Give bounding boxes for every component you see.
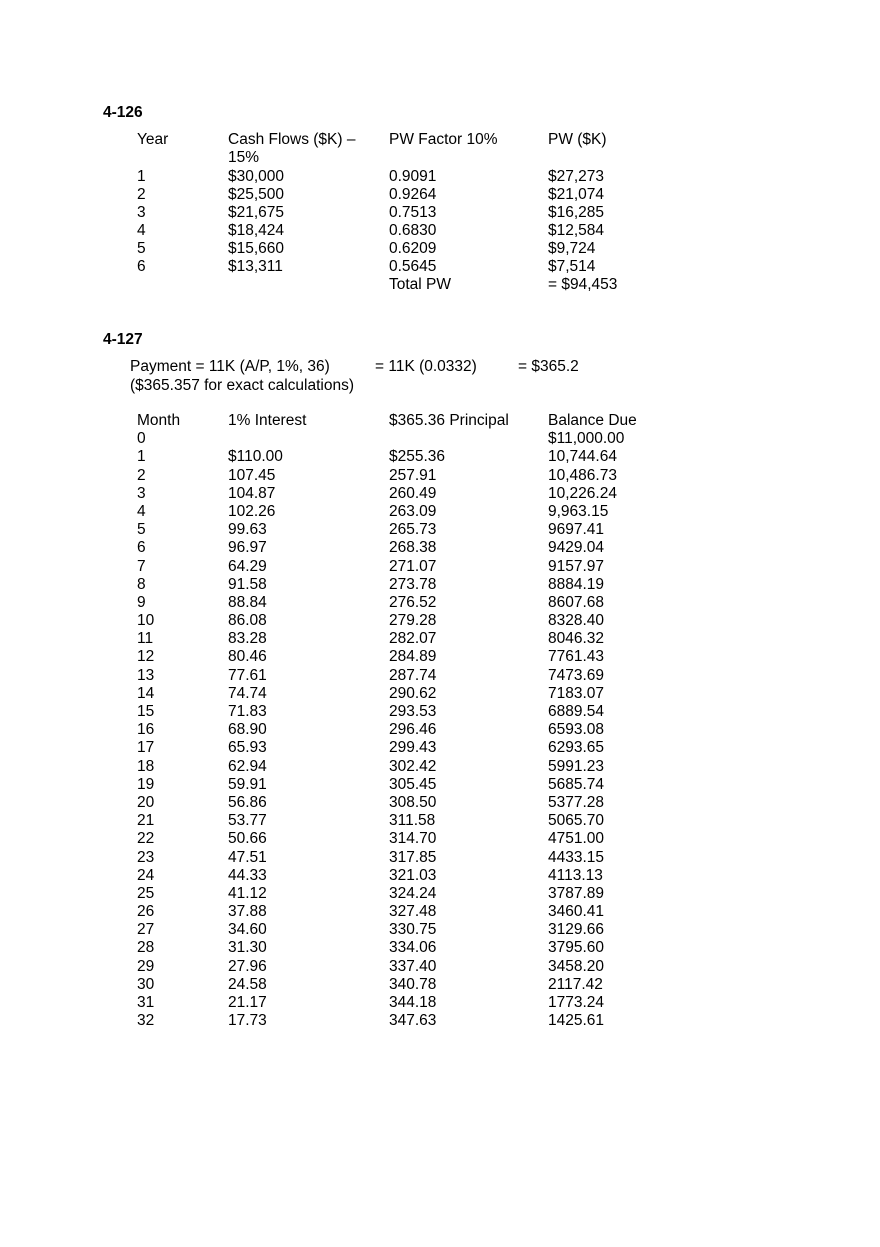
column-header-balance: Balance Due [548,412,637,429]
cell-balance: 10,486.73 [548,466,617,484]
table-row [137,739,637,757]
cell-interest: 31.30 [228,939,267,957]
cell-principal: 344.18 [389,994,437,1011]
cell-balance: 8328.40 [548,612,605,630]
cell-interest: 62.94 [228,757,267,775]
cell-principal: 290.62 [389,684,437,702]
cell-pw: $21,074 [548,186,605,203]
column-header-cash-flows [228,131,389,168]
table-row [137,630,637,648]
table-row [137,794,637,812]
cell-pw-factor: 0.9264 [389,186,437,203]
table-row [137,558,637,576]
cell-principal: 287.74 [389,666,437,684]
problem-127-heading: 4-127 [103,331,143,348]
cell-balance: 3460.41 [548,903,605,921]
cell-month: 24 [137,866,155,884]
cell-interest: 71.83 [228,703,267,720]
cell-month: 26 [137,903,155,921]
table-row [137,667,637,685]
cell-interest: 104.87 [228,484,276,502]
cell-balance: 10,226.24 [548,484,617,502]
cell-principal: 327.48 [389,903,437,921]
cell-balance: 7761.43 [548,648,605,666]
cell-balance: 5991.23 [548,757,605,775]
cell-month: 15 [137,703,155,720]
table-row [137,430,637,448]
cell-principal: 279.28 [389,612,437,630]
cell-interest: 59.91 [228,775,267,793]
cell-balance: 7473.69 [548,666,605,684]
cell-interest [228,430,389,448]
cell-principal: 317.85 [389,848,437,866]
cell-principal: 347.63 [389,1012,437,1030]
cell-month: 20 [137,793,155,811]
cell-balance: 6293.65 [548,739,605,757]
table-row [137,812,637,830]
cell-month: 13 [137,666,155,684]
cell-balance: 9157.97 [548,557,605,575]
column-header-pw-factor: PW Factor 10% [389,131,498,148]
cell-year: 1 [137,168,146,185]
cell-pw-factor: 0.7513 [389,204,437,221]
table-row [137,703,637,721]
table-row [137,576,637,594]
table-row [137,258,617,276]
cell-principal: 311.58 [389,812,436,830]
cell-month: 0 [137,430,146,448]
table-row [137,921,637,939]
cell-principal: 308.50 [389,793,437,811]
cell-balance: 9,963.15 [548,502,609,520]
cell-principal: 276.52 [389,593,437,611]
total-empty-1 [137,276,228,294]
table-row [137,204,617,222]
cell-principal: 268.38 [389,539,437,557]
cell-interest: 107.45 [228,466,276,484]
cell-balance: 1425.61 [548,1012,605,1030]
total-empty-2 [228,276,389,294]
cell-balance: 5685.74 [548,775,605,793]
cell-principal: 321.03 [389,866,437,884]
cell-interest: 74.74 [228,684,267,702]
cell-interest: 56.86 [228,793,267,811]
cell-balance: 10,744.64 [548,448,617,466]
cell-principal: 282.07 [389,630,437,648]
cell-interest: 96.97 [228,539,267,557]
table-row [137,776,637,794]
column-header-month: Month [137,412,181,429]
cell-interest: 21.17 [228,994,267,1011]
cell-pw-factor: 0.9091 [389,168,437,185]
cell-month: 2 [137,466,146,484]
cell-principal: 330.75 [389,921,437,939]
cell-interest: 34.60 [228,921,267,939]
cell-interest: 91.58 [228,575,267,593]
cell-month: 31 [137,994,155,1011]
cell-interest: 24.58 [228,975,267,993]
cell-interest: 53.77 [228,812,267,830]
cell-interest: 86.08 [228,612,267,630]
cell-month: 25 [137,884,155,902]
cell-year: 6 [137,258,146,275]
table-row [137,222,617,240]
table-header-row [137,412,637,430]
table-row [137,612,637,630]
cell-month: 17 [137,739,155,757]
cell-balance: 5065.70 [548,812,605,830]
cell-principal: 334.06 [389,939,437,957]
cell-balance: 7183.07 [548,684,605,702]
cell-interest: 88.84 [228,593,267,611]
cell-principal [389,430,548,448]
table-row [137,685,637,703]
cell-month: 30 [137,975,155,993]
cell-interest: 64.29 [228,557,267,575]
table-row [137,903,637,921]
cell-balance: $11,000.00 [548,430,625,448]
cell-interest: 80.46 [228,648,267,666]
cell-balance: 3129.66 [548,921,605,939]
cell-month: 9 [137,593,146,611]
cell-month: 28 [137,939,155,957]
cell-pw: $12,584 [548,222,605,239]
cell-balance: 9429.04 [548,539,605,557]
cell-interest: 83.28 [228,630,267,648]
cell-month: 1 [137,448,146,466]
cell-balance: 3458.20 [548,957,605,975]
cell-principal: 324.24 [389,884,437,902]
cell-principal: 265.73 [389,521,437,539]
table-row [137,758,637,776]
cell-cash-flow: $30,000 [228,168,285,185]
cell-month: 23 [137,848,155,866]
cell-cash-flow: $15,660 [228,240,285,257]
cell-year: 3 [137,204,146,221]
table-row [137,594,637,612]
cell-principal: 260.49 [389,484,437,502]
column-header-pw: PW ($K) [548,131,607,148]
cell-interest: 44.33 [228,866,267,884]
cell-month: 32 [137,1012,155,1030]
payment-formula-result: = $365.2 [518,358,579,375]
cell-month: 10 [137,612,155,630]
cell-year: 2 [137,186,146,203]
cell-balance: 4751.00 [548,830,605,848]
cell-month: 8 [137,575,146,593]
cell-month: 5 [137,521,146,539]
table-row [137,994,637,1012]
cell-balance: 9697.41 [548,521,605,539]
table-row [137,448,637,466]
cell-principal: 314.70 [389,830,437,848]
cell-month: 11 [137,630,154,648]
cell-interest: 77.61 [228,666,267,684]
cell-pw-factor: 0.6830 [389,222,437,239]
table-row [137,885,637,903]
table-row [137,939,637,957]
cell-principal: 305.45 [389,775,437,793]
cell-principal: 296.46 [389,721,437,739]
cell-month: 22 [137,830,155,848]
cell-month: 3 [137,484,146,502]
table-row [137,721,637,739]
table-row [137,467,637,485]
cell-interest: 41.12 [228,884,267,902]
cell-interest: 17.73 [228,1012,267,1030]
cell-month: 19 [137,775,155,793]
table-row [137,485,637,503]
cell-balance: 5377.28 [548,793,605,811]
cell-month: 29 [137,957,155,975]
cell-month: 16 [137,721,155,739]
table-row [137,240,617,258]
payment-formula-part1: Payment = 11K (A/P, 1%, 36) [130,358,330,375]
cell-interest: 50.66 [228,830,267,848]
problem-126-heading: 4-126 [103,104,143,121]
cell-cash-flow: $25,500 [228,186,285,203]
cell-pw-factor: 0.5645 [389,258,437,275]
payment-formula-part2: = 11K (0.0332) [375,358,477,375]
cell-balance: 2117.42 [548,975,603,993]
amortization-table [137,412,637,1030]
cell-balance: 6593.08 [548,721,605,739]
table-row [137,168,617,186]
cell-principal: 257.91 [389,466,437,484]
cell-interest: 47.51 [228,848,267,866]
cell-principal: 271.07 [389,557,437,575]
cell-pw: $27,273 [548,168,605,185]
cell-pw: $9,724 [548,240,596,257]
total-row [137,276,617,294]
cell-interest: 65.93 [228,739,267,757]
cell-year: 4 [137,222,146,239]
cell-principal: 284.89 [389,648,437,666]
cell-cash-flow: $13,311 [228,258,283,275]
table-row [137,830,637,848]
cell-principal: 273.78 [389,575,437,593]
total-pw-label: Total PW [389,276,452,293]
cell-principal: $255.36 [389,448,446,466]
cell-cash-flow: $21,675 [228,204,285,221]
column-header-interest: 1% Interest [228,412,307,429]
cell-principal: 299.43 [389,739,437,757]
cell-month: 18 [137,757,155,775]
table-row [137,539,637,557]
cell-interest: 27.96 [228,957,267,975]
cell-month: 4 [137,502,146,520]
cell-balance: 8884.19 [548,575,605,593]
table-row [137,648,637,666]
cell-principal: 302.42 [389,757,437,775]
table-row [137,521,637,539]
cell-pw-factor: 0.6209 [389,240,437,257]
table-header-row [137,131,617,168]
cell-interest: $110.00 [228,448,283,466]
cell-principal: 337.40 [389,957,437,975]
cell-balance: 1773.24 [548,994,605,1011]
problem-126-table [137,131,617,294]
cell-month: 7 [137,557,146,575]
cell-month: 6 [137,539,146,557]
cell-pw: $16,285 [548,204,605,221]
table-row [137,186,617,204]
cell-interest: 68.90 [228,721,267,739]
cell-balance: 4113.13 [548,866,603,884]
cell-month: 14 [137,684,155,702]
cell-balance: 8607.68 [548,593,605,611]
column-header-year: Year [137,131,169,148]
cell-interest: 99.63 [228,521,267,539]
cell-pw: $7,514 [548,258,596,275]
cell-balance: 3787.89 [548,884,605,902]
cell-principal: 263.09 [389,502,437,520]
cell-month: 21 [137,812,155,830]
column-header-principal: $365.36 Principal [389,412,509,429]
cell-interest: 102.26 [228,502,276,520]
cell-balance: 6889.54 [548,703,605,720]
cash-flows-header-text: Cash Flows ($K) – 15% [228,131,356,166]
table-row [137,976,637,994]
table-row [137,503,637,521]
table-row [137,849,637,867]
cell-balance: 3795.60 [548,939,605,957]
cell-balance: 4433.15 [548,848,605,866]
cell-month: 27 [137,921,155,939]
cell-principal: 293.53 [389,703,437,720]
payment-exact-note: ($365.357 for exact calculations) [130,377,355,394]
table-row [137,958,637,976]
cell-cash-flow: $18,424 [228,222,285,239]
cell-interest: 37.88 [228,903,267,921]
cell-principal: 340.78 [389,975,437,993]
table-row [137,867,637,885]
cell-year: 5 [137,240,146,257]
total-pw-value: = $94,453 [548,276,618,293]
table-row [137,1012,637,1030]
cell-month: 12 [137,648,155,666]
cell-balance: 8046.32 [548,630,605,648]
